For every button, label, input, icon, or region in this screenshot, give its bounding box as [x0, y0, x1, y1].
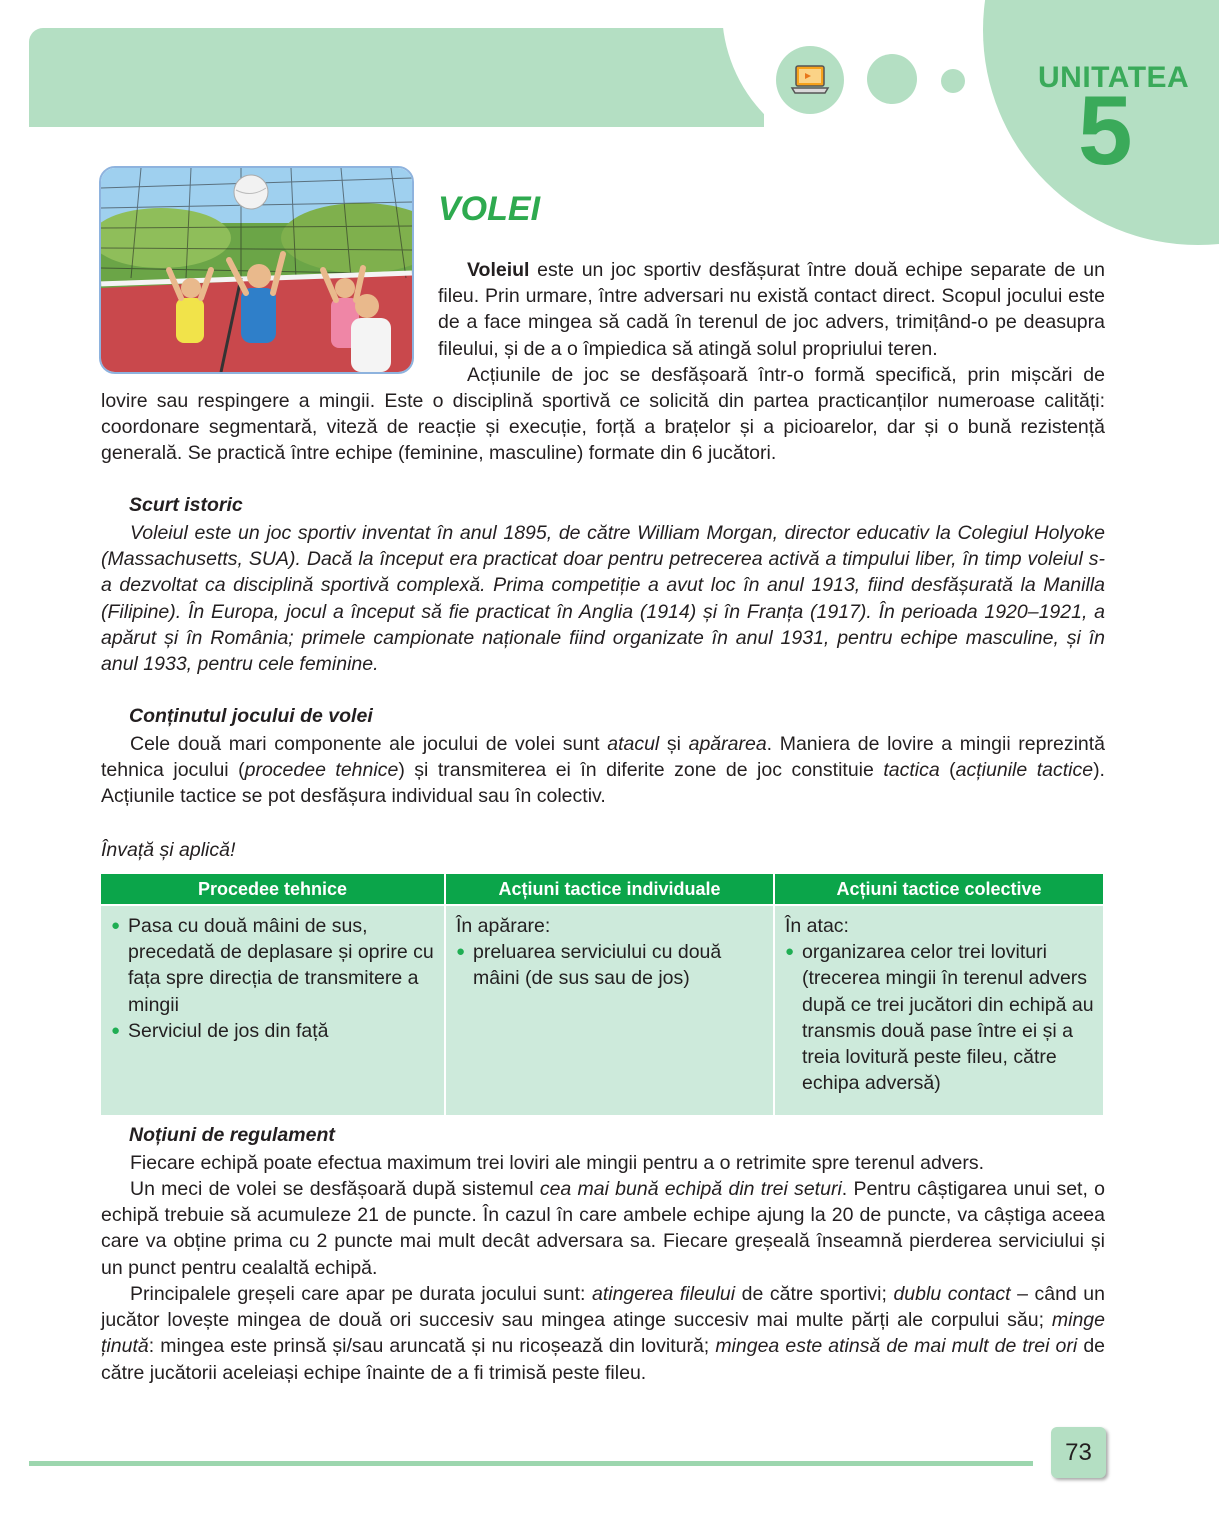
- italic-term: cea mai bună echipă din trei seturi: [539, 1178, 842, 1200]
- decorative-circle-small: [941, 69, 965, 93]
- text-run: : mingea este prinsă și/sau aruncată și nu ricoșează din lovitură;: [148, 1335, 716, 1358]
- cell-label: În atac:: [785, 915, 849, 937]
- text-run: (: [939, 759, 956, 782]
- page-title: VOLEI: [438, 190, 541, 228]
- laptop-icon: [790, 64, 830, 96]
- list-item: ● preluarea serviciului cu două mâini (de sus sau de jos): [456, 939, 765, 991]
- rules-heading: Noțiuni de regulament: [129, 1124, 335, 1146]
- learn-label: Învață și aplică!: [101, 839, 236, 861]
- laptop-icon-circle: [776, 46, 844, 114]
- intro-paragraph-1: [438, 257, 1105, 362]
- list-item: ● Pasa cu două mâini de sus, precedată de deplasare și oprire cu fața spre direcția de transmitere a mingii: [111, 913, 436, 1018]
- table-cell-techniques: [101, 905, 445, 1115]
- cell-label: În apărare:: [456, 915, 551, 937]
- intro-paragraph-2-rest: lovire sau respingere a mingii. Este o disciplină sportivă ce solicită din partea practicanților numeroase calități: coordonare segmentară, viteză de reacție și execuție, forță a brațelor și a picioarelor, dar și o bună rezistență generală. Se practică între echipe (feminine, masculine) formate din 6 jucători.: [101, 390, 1105, 465]
- table-header: Acțiuni tactice individuale: [445, 874, 774, 905]
- bullet-list: [111, 913, 436, 1044]
- list-item: ● organizarea celor trei lovituri (trecerea mingii în terenul advers după ce trei jucători din echipă au transmis două pase între ei și a treia lovitură peste fileu, către echipa adversă): [785, 939, 1095, 1096]
- intro-text: este un joc sportiv desfășurat între două echipe separate de un fileu. Prin urmare, între adversari nu există contact direct. Scopul jocului este de a face mingea să cadă în terenul de joc advers, trimițând-o pe deasupra fileului, și de a o împiedica să atingă solul propriului teren.: [438, 259, 1105, 360]
- intro-bold-term: Voleiul: [467, 259, 530, 281]
- volleyball-photo: [99, 166, 414, 374]
- italic-term: atacul: [607, 733, 660, 755]
- italic-term: atingerea fileului: [591, 1283, 736, 1305]
- history-heading: Scurt istoric: [129, 494, 243, 516]
- text-run: de către jucătorii aceleiași echipe înainte de a fi trimisă peste fileu.: [101, 1335, 1106, 1384]
- table-header: Acțiuni tactice colective: [774, 874, 1103, 905]
- text-run: de către sportivi;: [735, 1283, 894, 1305]
- text-run: ). Acțiunile tactice se pot desfășura individual sau în colectiv.: [101, 759, 1105, 808]
- page-number: 73: [1051, 1427, 1106, 1478]
- bullet-list: [456, 939, 765, 991]
- text-run: și: [659, 733, 689, 755]
- text-run: – când un jucător lovește mingea de două ori succesiv sau mingea atinge succesiv mai multe părți ale corpului său;: [101, 1283, 1105, 1332]
- text-run: Un meci de volei se desfășoară după sistemul: [130, 1178, 540, 1200]
- rules-paragraph-1: Fiecare echipă poate efectua maximum trei loviri ale mingii pentru a o retrimite spre terenul advers.: [130, 1152, 985, 1174]
- italic-term: apărarea: [688, 733, 767, 755]
- techniques-table: [101, 874, 1103, 1115]
- text-run: ) și transmiterea ei în diferite zone de joc constituie: [398, 759, 884, 782]
- content-text: [101, 731, 1105, 810]
- unit-number: 5: [1078, 75, 1133, 185]
- rules-paragraph-3: [101, 1281, 1105, 1386]
- table-cell-individual: [445, 905, 774, 1115]
- text-run: Cele două mari componente ale jocului de volei sunt: [130, 733, 608, 755]
- history-text: Voleiul este un joc sportiv inventat în anul 1895, de către William Morgan, director educativ la Colegiul Holyoke (Massachusetts, SUA). Dacă la început era practicat doar pentru petrecerea activă a timpului liber, în timp voleiul s-a dezvoltat ca disciplină sportivă complexă. Prima competiție a avut loc în anul 1913, fiind desfășurată la Manilla (Filipine). În Europa, jocul a început să fie practicat în Anglia (1914) și în Franța (1917). În perioada 1920–1921, a apărut și în România; primele campionate naționale fiind organizate în anul 1931, pentru echipe masculine, și în anul 1933, pentru cele feminine.: [101, 522, 1105, 676]
- italic-term: mingea este atinsă de mai mult de trei ori: [715, 1335, 1078, 1358]
- text-run: Principalele greșeli care apar pe durata jocului sunt:: [130, 1283, 592, 1305]
- bullet-list: [785, 939, 1095, 1096]
- table-header-row: [101, 874, 1103, 905]
- text-run: . Maniera de lovire a mingii reprezintă tehnica jocului (: [101, 733, 1106, 782]
- decorative-circle: [867, 54, 917, 104]
- rules-paragraph-2: [101, 1176, 1105, 1281]
- italic-term: dublu contact: [893, 1283, 1011, 1305]
- italic-term: tactica: [883, 759, 940, 782]
- table-row: [101, 905, 1103, 1115]
- italic-term: acțiunile tactice: [955, 759, 1094, 782]
- unit-label: UNITATEA: [1038, 61, 1190, 94]
- text-run: . Pentru câștigarea unui set, o echipă trebuie să acumuleze 21 de puncte. În cazul în care ambele echipe ajung la 20 de puncte, va câștiga aceea care va obține prima cu 2 puncte mai mult decât adversara sa. Fiecare greșeală înseamnă pierderea serviciului și un punct pentru cealaltă echipă.: [101, 1178, 1105, 1279]
- table-header: Procedee tehnice: [101, 874, 445, 905]
- table-cell-collective: [774, 905, 1103, 1115]
- footer-line: [29, 1461, 1033, 1466]
- italic-term: procedee tehnice: [244, 759, 399, 782]
- list-item: ● Serviciul de jos din față: [111, 1018, 436, 1044]
- content-heading: Conținutul jocului de volei: [129, 705, 373, 727]
- italic-term: minge ținută: [101, 1309, 1105, 1358]
- header-band: [29, 28, 764, 127]
- intro-paragraph-2-start: Acțiunile de joc se desfășoară într-o formă specifică, prin mișcări de: [467, 364, 1105, 386]
